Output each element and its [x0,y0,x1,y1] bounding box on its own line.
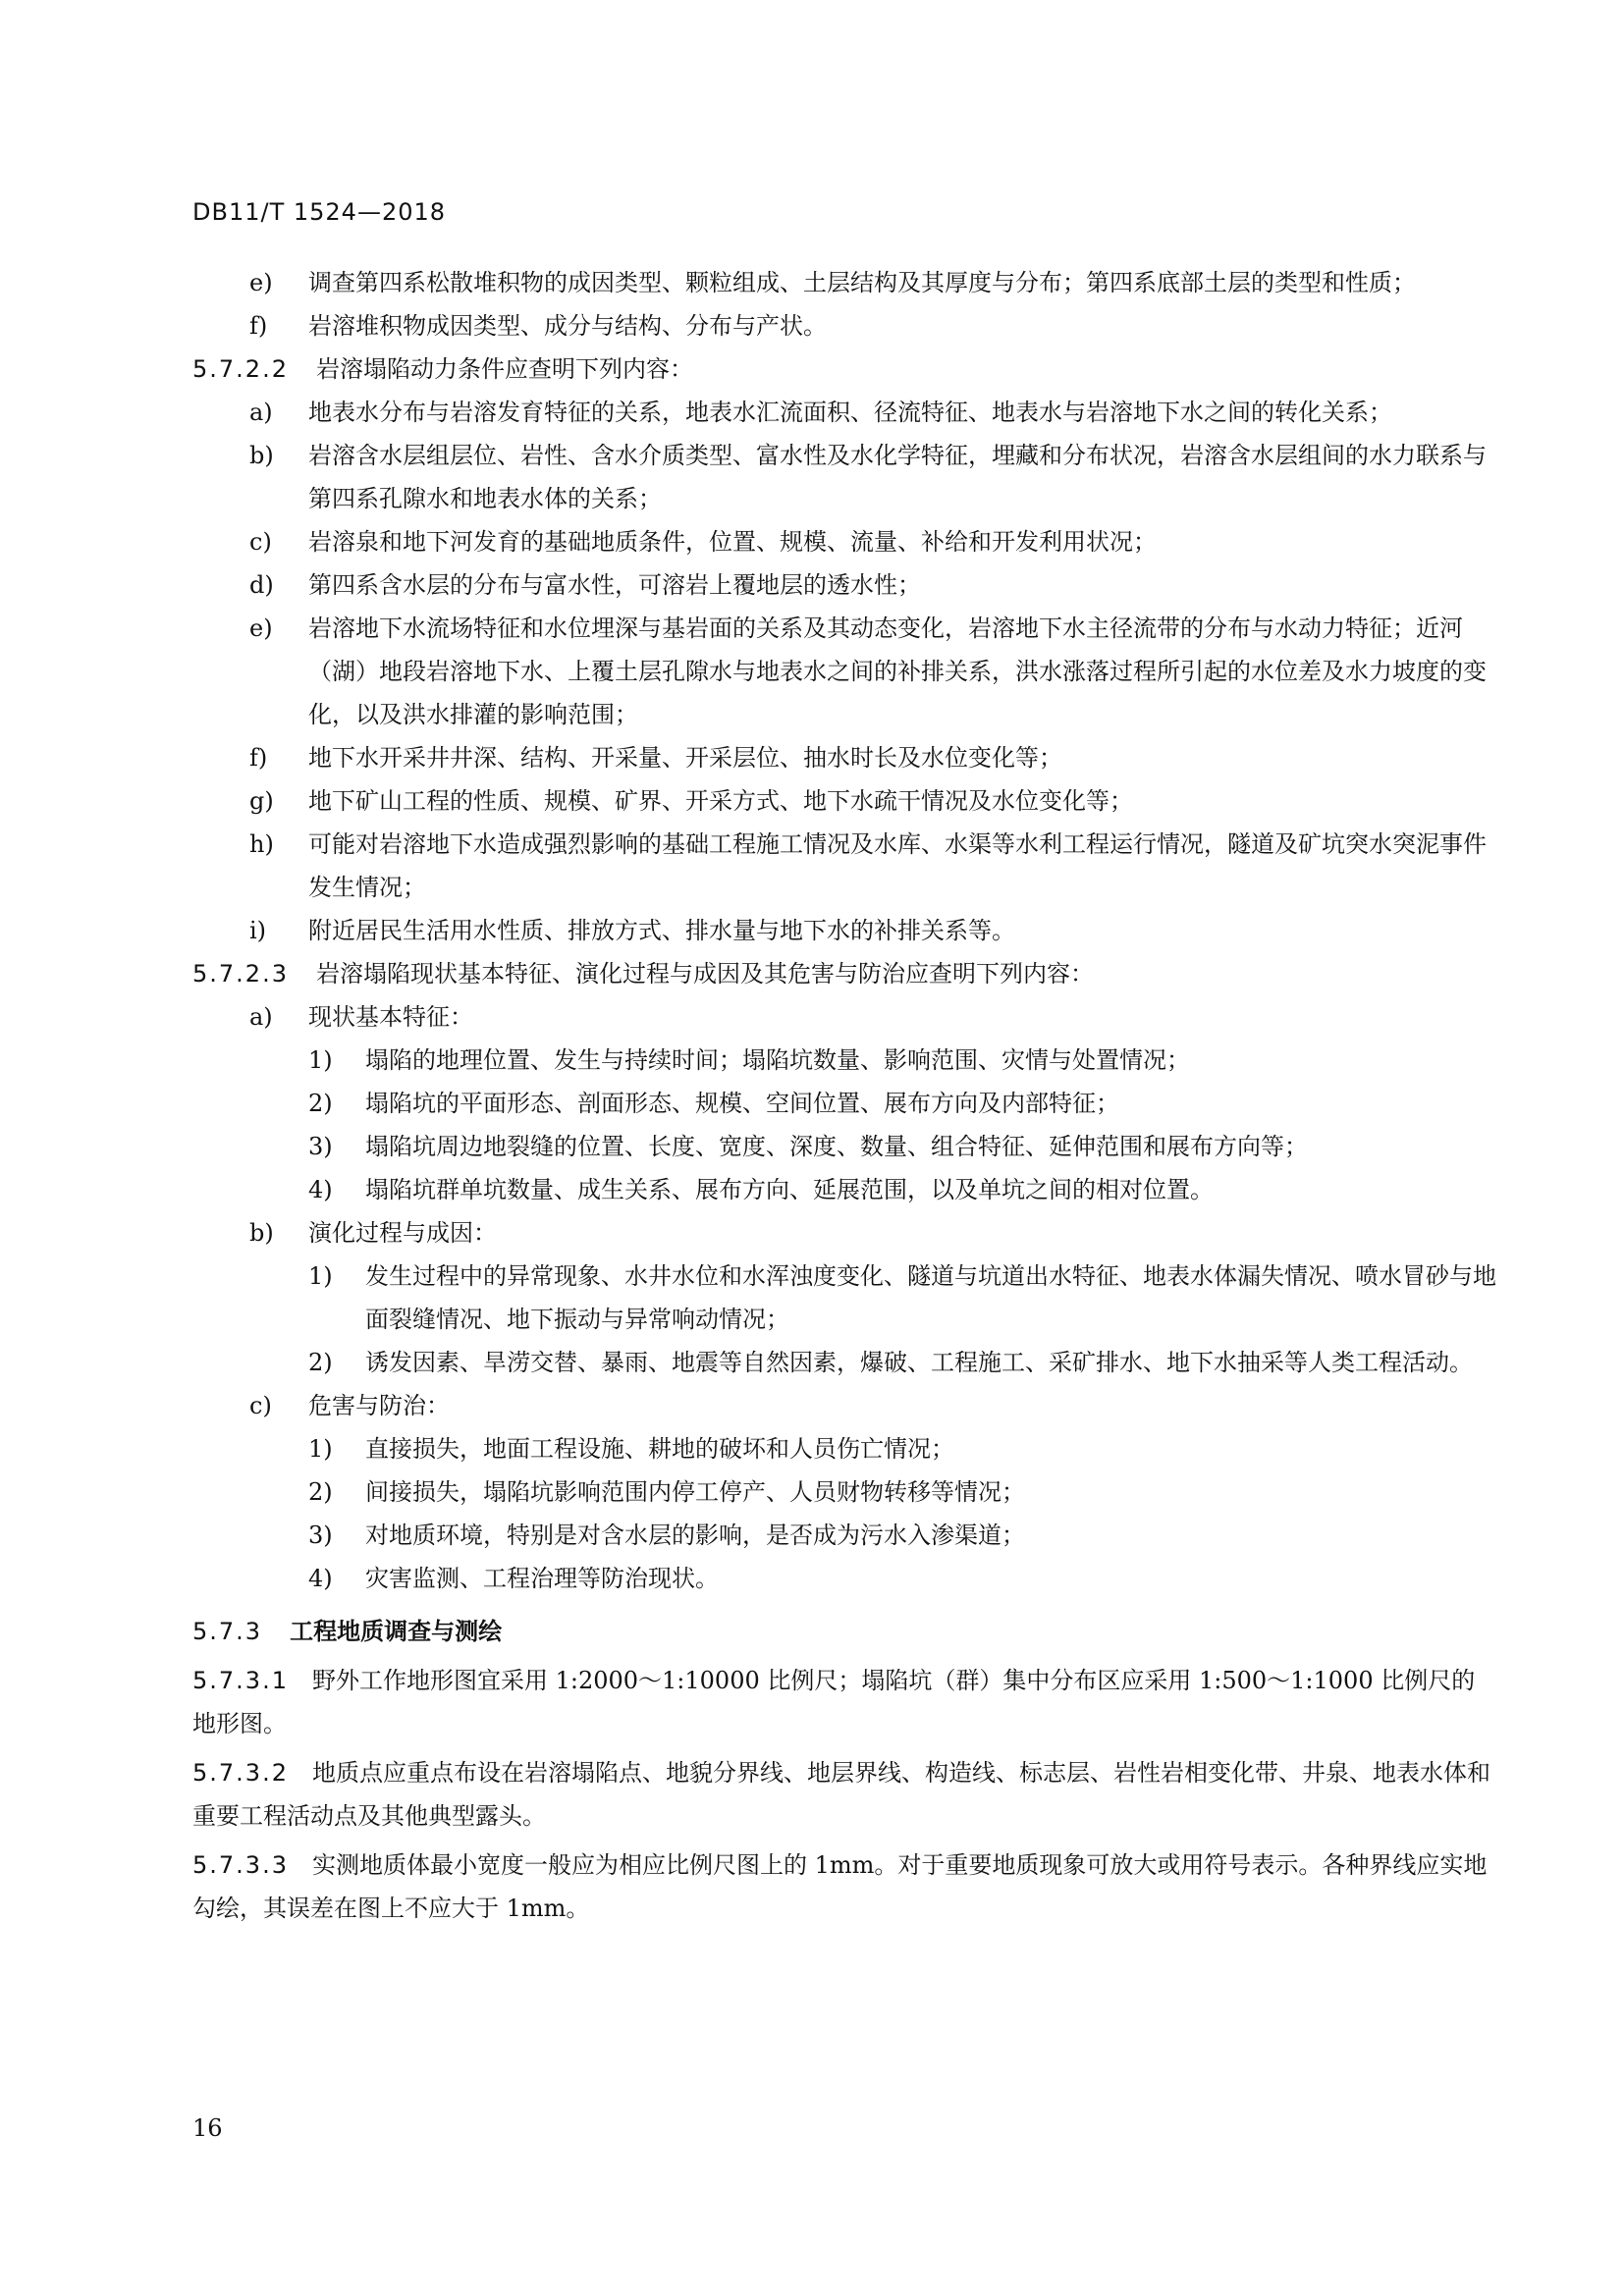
list-label: c) [249,1392,272,1419]
clause-text: 岩溶塌陷现状基本特征、演化过程与成因及其危害与防治应查明下列内容： [315,960,1094,988]
list-item [192,434,1498,520]
document-code: DB11/T 1524—2018 [192,198,447,226]
sublist-text: 灾害监测、工程治理等防治现状。 [365,1565,719,1592]
clause-text: 岩溶塌陷动力条件应查明下列内容： [315,355,693,383]
clause-text: 野外工作地形图宜采用 1:2000～1:10000 比例尺；塌陷坑（群）集中分布区应采用 1:500～1:1000 比例尺的地形图。 [192,1667,1476,1737]
section-title: 工程地质调查与测绘 [290,1618,503,1645]
sublist-label: 3) [308,1522,333,1549]
list-label: g) [249,787,274,815]
clause-number: 5.7.3.2 [192,1759,289,1787]
sublist-label: 2) [308,1349,333,1376]
list-label: f) [249,312,268,340]
clause-5-7-3-2 [192,1751,1498,1838]
list-item [192,995,1498,1039]
list-item [192,607,1498,736]
sublist-text: 间接损失，塌陷坑影响范围内停工停产、人员财物转移等情况； [365,1478,1025,1506]
list-item [192,909,1498,952]
sublist-item [192,1341,1498,1384]
list-text: 演化过程与成因： [308,1219,497,1247]
list-label: d) [249,571,274,599]
sublist-label: 2) [308,1090,333,1117]
list-text: 现状基本特征： [308,1003,473,1031]
sublist-label: 3) [308,1133,333,1160]
list-label: a) [249,399,273,426]
document-body [192,261,1498,1930]
clause-number: 5.7.2.2 [192,355,289,383]
list-item [192,261,1498,304]
sublist-item [192,1082,1498,1125]
list-item [192,520,1498,563]
list-item [192,1384,1498,1427]
list-label: b) [249,442,274,469]
sublist-label: 2) [308,1478,333,1506]
list-label: c) [249,528,272,556]
section-number: 5.7.3 [192,1618,263,1645]
section-heading-5-7-3 [192,1610,1498,1653]
clause-number: 5.7.2.3 [192,960,289,988]
list-item [192,779,1498,823]
clause-number: 5.7.3.1 [192,1667,289,1694]
clause-5-7-3-1 [192,1659,1498,1745]
clause-5-7-3-3 [192,1843,1498,1930]
sublist-text: 直接损失，地面工程设施、耕地的破坏和人员伤亡情况； [365,1435,954,1463]
sublist-item [192,1255,1498,1341]
sublist-text: 诱发因素、旱涝交替、暴雨、地震等自然因素，爆破、工程施工、采矿排水、地下水抽采等人类工程活动。 [365,1349,1473,1376]
sublist-text: 塌陷的地理位置、发生与持续时间；塌陷坑数量、影响范围、灾情与处置情况； [365,1046,1190,1074]
list-text: 岩溶含水层组层位、岩性、含水介质类型、富水性及水化学特征，埋藏和分布状况，岩溶含水层组间的水力联系与第四系孔隙水和地表水体的关系； [308,442,1487,512]
sublist-item [192,1168,1498,1211]
list-text: 岩溶堆积物成因类型、成分与结构、分布与产状。 [308,312,827,340]
sublist-item [192,1514,1498,1557]
sublist-text: 塌陷坑周边地裂缝的位置、长度、宽度、深度、数量、组合特征、延伸范围和展布方向等； [365,1133,1308,1160]
sublist-item [192,1125,1498,1168]
list-text: 第四系含水层的分布与富水性，可溶岩上覆地层的透水性； [308,571,921,599]
list-text: 调查第四系松散堆积物的成因类型、颗粒组成、土层结构及其厚度与分布；第四系底部土层的类型和性质； [308,269,1416,296]
list-label: e) [249,269,273,296]
sublist-label: 1) [308,1435,333,1463]
sublist-item [192,1470,1498,1514]
clause-5-7-2-2 [192,347,1498,391]
sublist-item [192,1557,1498,1600]
clause-text: 地质点应重点布设在岩溶塌陷点、地貌分界线、地层界线、构造线、标志层、岩性岩相变化带、井泉、地表水体和重要工程活动点及其他典型露头。 [192,1759,1490,1830]
list-text: 岩溶泉和地下河发育的基础地质条件，位置、规模、流量、补给和开发利用状况； [308,528,1157,556]
list-item [192,1211,1498,1255]
list-item [192,304,1498,347]
list-label: e) [249,614,273,642]
list-item [192,563,1498,607]
sublist-text: 发生过程中的异常现象、水井水位和水浑浊度变化、隧道与坑道出水特征、地表水体漏失情况、喷水冒砂与地面裂缝情况、地下振动与异常响动情况； [365,1262,1496,1333]
clause-number: 5.7.3.3 [192,1851,289,1879]
sublist-label: 4) [308,1565,333,1592]
list-item [192,736,1498,779]
list-text: 地表水分布与岩溶发育特征的关系，地表水汇流面积、径流特征、地表水与岩溶地下水之间的转化关系； [308,399,1392,426]
list-label: h) [249,830,274,858]
sublist-item [192,1427,1498,1470]
page-number: 16 [192,2114,223,2142]
clause-5-7-2-3 [192,952,1498,995]
list-item [192,823,1498,909]
clause-text: 实测地质体最小宽度一般应为相应比例尺图上的 1mm。对于重要地质现象可放大或用符号表示。各种界线应实地勾绘，其误差在图上不应大于 1mm。 [192,1851,1488,1922]
list-text: 可能对岩溶地下水造成强烈影响的基础工程施工情况及水库、水渠等水利工程运行情况，隧道及矿坑突水突泥事件发生情况； [308,830,1487,901]
sublist-item [192,1039,1498,1082]
list-text: 危害与防治： [308,1392,450,1419]
sublist-label: 1) [308,1046,333,1074]
list-text: 地下矿山工程的性质、规模、矿界、开采方式、地下水疏干情况及水位变化等； [308,787,1133,815]
list-label: f) [249,744,268,772]
list-item [192,391,1498,434]
sublist-text: 塌陷坑群单坑数量、成生关系、展布方向、延展范围，以及单坑之间的相对位置。 [365,1176,1214,1203]
list-text: 地下水开采井井深、结构、开采量、开采层位、抽水时长及水位变化等； [308,744,1062,772]
sublist-label: 4) [308,1176,333,1203]
list-text: 岩溶地下水流场特征和水位埋深与基岩面的关系及其动态变化，岩溶地下水主径流带的分布与水动力特征；近河（湖）地段岩溶地下水、上覆土层孔隙水与地表水之间的补排关系，洪水涨落过程所引起的水位差及水力坡度的变化，以及洪水排灌的影响范围； [308,614,1487,728]
sublist-label: 1) [308,1262,333,1290]
sublist-text: 塌陷坑的平面形态、剖面形态、规模、空间位置、展布方向及内部特征； [365,1090,1119,1117]
list-label: a) [249,1003,273,1031]
sublist-text: 对地质环境，特别是对含水层的影响，是否成为污水入渗渠道； [365,1522,1025,1549]
list-label: i) [249,917,267,944]
list-text: 附近居民生活用水性质、排放方式、排水量与地下水的补排关系等。 [308,917,1015,944]
list-label: b) [249,1219,274,1247]
